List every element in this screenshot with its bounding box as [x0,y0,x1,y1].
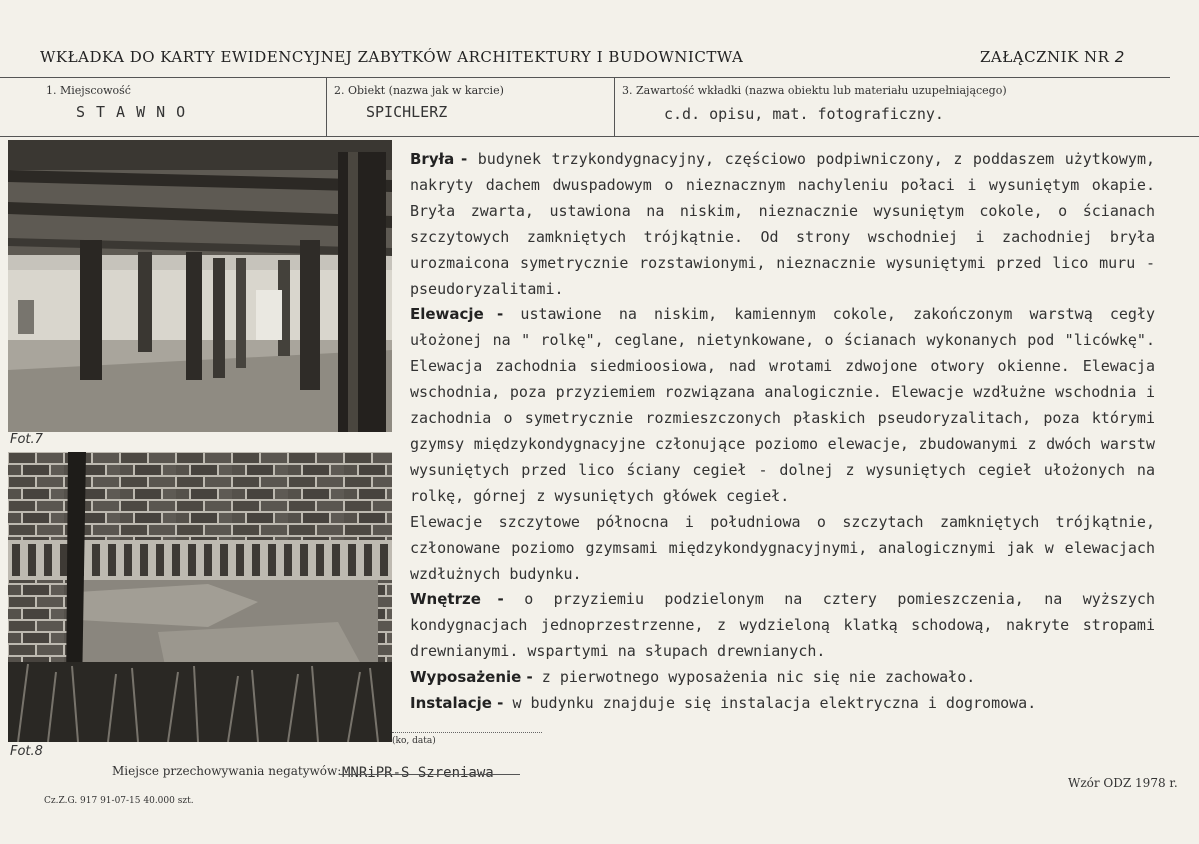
heading-instalacje: Instalacje - [410,694,504,713]
form-title: WKŁADKA DO KARTY EWIDENCYJNEJ ZABYTKÓW ARCHITEKTURY I BUDOWNICTWA [40,48,744,66]
text-bryla: budynek trzykondygnacyjny, częściowo podpiwniczony, z poddaszem użytkowym, nakryty dachem dwuspadowym o nieznacznym nachyleniu połaci i wysuniętym okapie. Bryła zwarta, ustawiona na niskim, nieznacznie wysuniętym cokole, o ścianach szczytowych zamkniętych trójkątnie. Od strony wschodniej i zachodniej bryła urozmaicona symetrycznie rozstawionymi, nieznacznie wysuniętymi przed lico muru - pseudoryzalitami. [410,150,1156,298]
attachment-label: ZAŁĄCZNIK NR [980,48,1110,66]
heading-elewacje: Elewacje - [410,305,504,324]
field-2-value: SPICHLERZ [366,103,448,121]
heading-wnetrze: Wnętrze - [410,590,504,609]
paragraph-wnetrze [410,587,1155,665]
text-wnetrze: o przyziemiu podzielonym na cztery pomieszczenia, na wyższych kondygnacjach jednoprzestrzenne, z wydzieloną klatką schodową, nakryte stropami drewnianymi. wspartymi na słupach drewnianych. [410,590,1155,661]
signature-line [392,732,542,733]
field-divider-1 [326,77,327,136]
heading-bryla: Bryła - [410,150,468,168]
attachment-number [980,48,1125,66]
field-divider-2 [614,77,615,136]
field-1-value: STAWNO [76,103,197,121]
photo-brick-wall-stone-base [8,452,392,742]
text-wyposazenie: z pierwotnego wyposażenia nic się nie zachowało. [541,668,976,687]
paragraph-bryla [410,147,1155,302]
print-code: Cz.Z.G. 917 91-07-15 40.000 szt. [44,796,194,806]
paragraph-elewacje [410,302,1155,509]
photo-interior-timber-posts [8,140,392,432]
heading-wyposazenie: Wyposażenie - [410,668,533,687]
field-2-label: 2. Obiekt (nazwa jak w karcie) [334,84,504,97]
header-top-rule [0,77,1170,78]
paragraph-wyposazenie [410,665,1155,691]
text-elewacje: ustawione na niskim, kamiennym cokole, zakończonym warstwą cegły ułożonej na " rolkę", ceglane, nietynkowane, o ścianach wykonanych pod "licówkę". Elewacja zachodnia siedmioosiowa, nad wrotami zdwojone otwory okienne. Elewacja wschodnia, poza przyziemiem rozwiązana analogicznie. Elewacje wzdłużne wschodnia i zachodnia o symetrycznie rozmieszczonych płaskich pseudoryzalitach, poza którymi gzymsy międzykondygnacyjne członujące poziomo elewacje, zbudowanymi z dwóch warstw wysuniętych przed lico ściany cegieł - dolnej z wysuniętych cegieł ułożonych na rolkę, górnej z wysuniętych główek cegieł. [410,305,1156,505]
field-3-label: 3. Zawartość wkładki (nazwa obiektu lub materiału uzupełniającego) [622,84,1007,97]
paragraph-instalacje [410,691,1155,717]
photo-8-caption: Fot.8 [10,744,43,759]
field-3-value: c.d. opisu, mat. fotograficzny. [664,105,944,123]
photo-7-caption: Fot.7 [10,432,43,447]
negatives-value: MNRiPR-S Szreniawa [342,765,494,781]
text-instalacje: w budynku znajduje się instalacja elektryczna i dogromowa. [512,694,1037,713]
ko-data-label: (ko, data) [392,736,436,746]
negatives-underline [340,774,520,775]
photo-brick-wall-drawing [8,452,392,742]
photo-interior-drawing [8,140,392,432]
negatives-label: Miejsce przechowywania negatywów: [112,764,342,778]
header-bottom-rule [0,136,1199,137]
form-model: Wzór ODZ 1978 r. [1068,776,1178,790]
description-text [410,147,1155,717]
paragraph-elewacje-szczytowe: Elewacje szczytowe północna i południowa o szczytach zamkniętych trójkątnie, członowane poziomo gzymsami międzykondygnacyjnymi, analogicznymi jak w elewacjach wzdłużnych budynku. [410,512,1155,583]
field-1-label: 1. Miejscowość [46,84,131,97]
attachment-handwritten-number: 2 [1114,48,1125,66]
